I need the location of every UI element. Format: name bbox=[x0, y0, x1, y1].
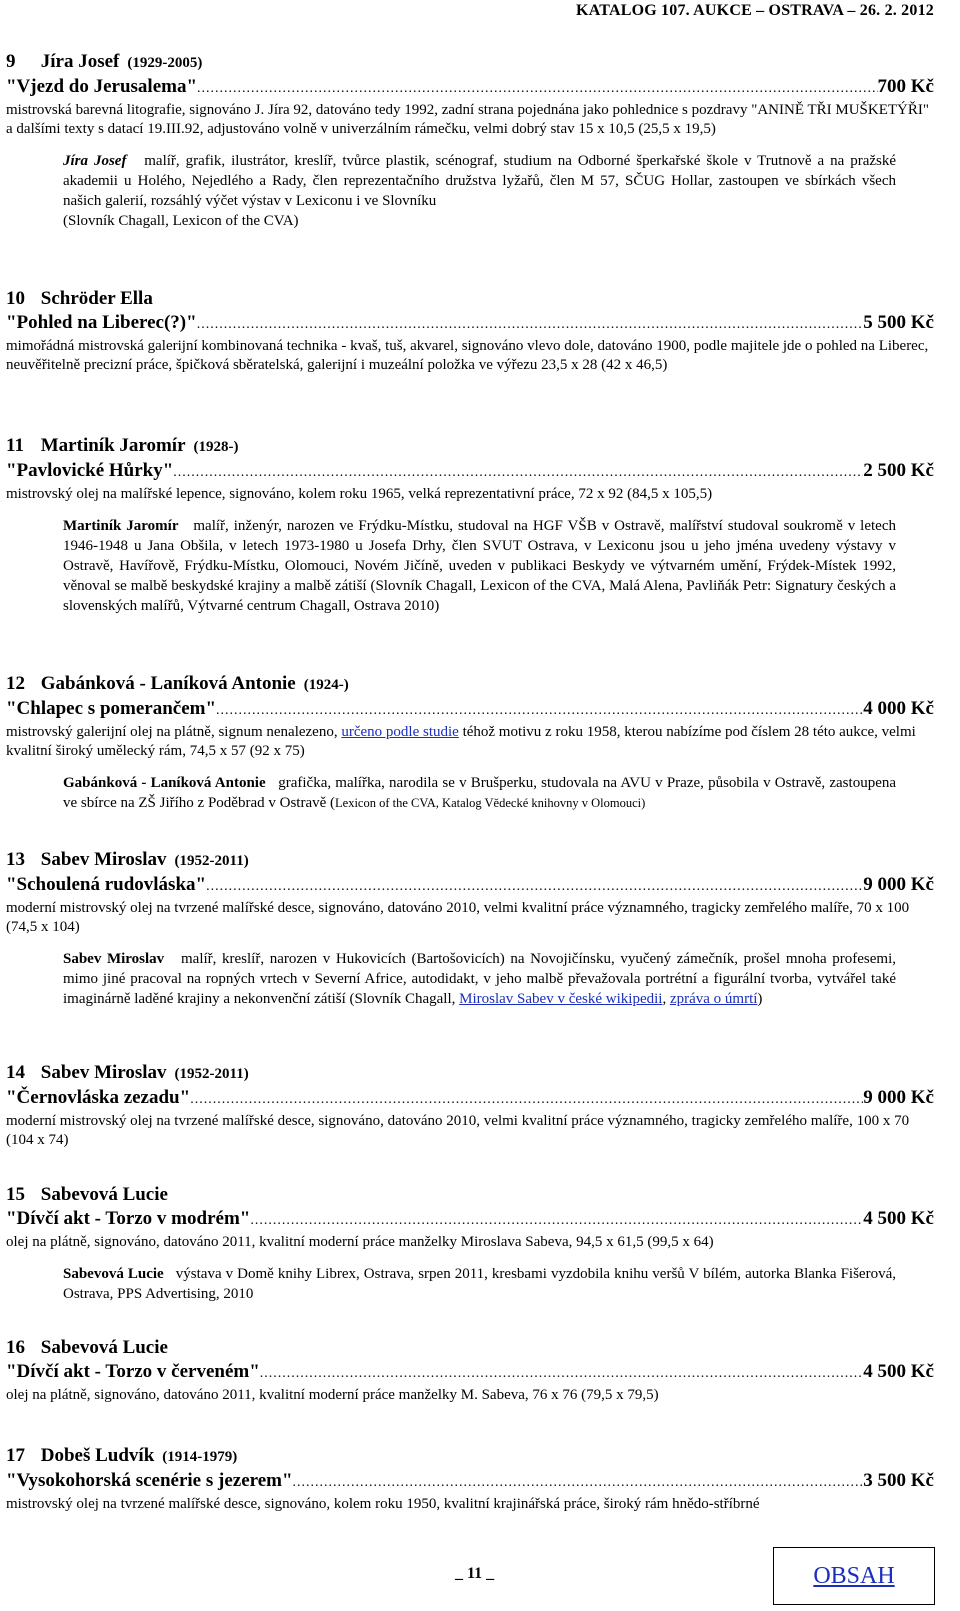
bio-name: Sabev Miroslav bbox=[63, 951, 165, 967]
dot-leader bbox=[197, 77, 878, 101]
lot-author: Sabev Miroslav bbox=[40, 1062, 167, 1083]
lot-title: "Pohled na Liberec(?)" bbox=[6, 312, 197, 333]
dot-leader bbox=[206, 875, 863, 899]
lot-description: mistrovský olej na tvrzené malířské desce, signováno, kolem roku 1950, kvalitní krajinářská práce, široký rám hnědo-stříbrné bbox=[6, 1496, 760, 1512]
lot-number: 11 bbox=[6, 435, 24, 456]
lot-years: (1952-2011) bbox=[174, 853, 249, 869]
dot-leader bbox=[260, 1362, 863, 1386]
bio-separator: , bbox=[662, 991, 670, 1007]
lot-number: 15 bbox=[6, 1184, 25, 1205]
toc-link[interactable]: OBSAH bbox=[813, 1562, 895, 1589]
lot-title-line bbox=[6, 311, 934, 337]
lot-heading bbox=[6, 1183, 934, 1207]
artist-bio bbox=[63, 949, 896, 1009]
dot-leader bbox=[293, 1471, 864, 1495]
lot-title-line bbox=[6, 1360, 934, 1386]
lot-number: 12 bbox=[6, 673, 25, 694]
lot-author: Dobeš Ludvík bbox=[40, 1445, 155, 1466]
lot-title: "Dívčí akt - Torzo v modrém" bbox=[6, 1208, 251, 1229]
bio-end: ) bbox=[757, 991, 763, 1007]
dot-leader bbox=[173, 461, 863, 485]
lot-heading bbox=[6, 434, 934, 459]
lot-number: 9 bbox=[6, 51, 16, 72]
lot-description: mimořádná mistrovská galerijní kombinovaná technika - kvaš, tuš, akvarel, signováno vlevo dole, datováno 1900, podle majitele jde o pohled na Liberec, neuvěřitelně precizní práce, špičková sběratelská, galerijní i muzeální položka ve výřezu 23,5 x 28 (42 x 46,5) bbox=[6, 338, 929, 373]
lot-14 bbox=[6, 1061, 934, 1150]
study-link[interactable]: určeno podle studie bbox=[341, 724, 459, 740]
lot-title: "Chlapec s pomerančem" bbox=[6, 698, 217, 719]
bio-name: Sabevová Lucie bbox=[63, 1266, 164, 1282]
lot-price: 9 000 Kč bbox=[863, 874, 934, 895]
bio-text: malíř, inženýr, narozen ve Frýdku-Místku, studoval na HGF VŠB v Ostravě, malířství studoval soukromě v letech 1946-1948 u Jana Obšila, v letech 1973-1980 u Josefa Drhy, člen SVUT Ostrava, v Lexiconu jsou u jeho jména uvedeny výstavy v Ostravě, Havířově, Frýdku-Místku, Olomouci, Novém Jičíně, uveden v publikaci Beskydy ve výtvarném umění, Frýdek-Místek 1992, věnoval se malbě beskydské krajiny a malbě zátiší (Slovník Chagall, Lexicon of the CVA, Malá Alena, Pavliňák Petr: Signatury českých a slovenských malířů, Výtvarné centrum Chagall, Ostrava 2010) bbox=[63, 518, 896, 614]
bio-text: malíř, grafik, ilustrátor, kreslíř, tvůrce plastik, scénograf, studium na Odborné šperkařské škole v Trutnově a na pražské akademii u Holého, Nejedlého a Rady, člen reprezentačního družstva lyžařů, člen M 57, SČUG Hollar, zastoupen ve sbírkách všech našich galerií, rozsáhlý výčet výstav v Lexiconu i ve Slovníku bbox=[63, 153, 897, 209]
lot-price: 9 000 Kč bbox=[863, 1087, 934, 1108]
bio-source: (Slovník Chagall, Lexicon of the CVA) bbox=[63, 213, 299, 229]
lot-title-line bbox=[6, 1207, 934, 1233]
lot-title: "Černovláska zezadu" bbox=[6, 1087, 191, 1108]
lot-13 bbox=[6, 848, 934, 1009]
lot-15 bbox=[6, 1183, 934, 1304]
lot-years: (1914-1979) bbox=[162, 1449, 238, 1465]
lot-11 bbox=[6, 434, 934, 616]
lot-description: olej na plátně, signováno, datováno 2011, kvalitní moderní práce manželky M. Sabeva, 76 x 76 (79,5 x 79,5) bbox=[6, 1387, 659, 1403]
lot-title-line bbox=[6, 1086, 934, 1112]
lot-title: "Schoulená rudovláska" bbox=[6, 874, 207, 895]
wikipedia-link[interactable]: Miroslav Sabev v české wikipedii bbox=[459, 991, 663, 1007]
lot-12 bbox=[6, 672, 934, 813]
artist-bio bbox=[63, 516, 896, 616]
dot-leader bbox=[250, 1209, 863, 1233]
lot-price: 5 500 Kč bbox=[863, 312, 934, 333]
lot-price: 2 500 Kč bbox=[863, 460, 934, 481]
lot-heading bbox=[6, 287, 934, 311]
lot-heading bbox=[6, 1444, 934, 1469]
lot-author: Schröder Ella bbox=[40, 288, 153, 309]
lot-title: "Vjezd do Jerusalema" bbox=[6, 76, 198, 97]
lot-17 bbox=[6, 1444, 934, 1514]
dot-leader bbox=[197, 313, 864, 337]
lot-author: Sabev Miroslav bbox=[40, 849, 167, 870]
obituary-link[interactable]: zpráva o úmrtí bbox=[669, 991, 758, 1007]
lot-title: "Dívčí akt - Torzo v červeném" bbox=[6, 1361, 260, 1382]
lot-16 bbox=[6, 1336, 934, 1405]
lot-description: olej na plátně, signováno, datováno 2011, kvalitní moderní práce manželky Miroslava Sabeva, 94,5 x 61,5 (99,5 x 64) bbox=[6, 1234, 714, 1250]
lot-author: Gabánková - Laníková Antonie bbox=[40, 673, 296, 694]
desc-part: mistrovský galerijní olej na plátně, signum nenalezeno, bbox=[6, 724, 342, 740]
lot-price: 700 Kč bbox=[877, 76, 934, 97]
lot-years: (1928-) bbox=[193, 439, 239, 455]
toc-box bbox=[773, 1547, 935, 1605]
lot-description: moderní mistrovský olej na tvrzené malířské desce, signováno, datováno 2010, velmi kvalitní práce významného, tragicky zemřelého malíře, 70 x 100 (74,5 x 104) bbox=[6, 900, 910, 935]
lot-years: (1929-2005) bbox=[127, 55, 203, 71]
bio-text: výstava v Domě knihy Librex, Ostrava, srpen 2011, kresbami vyzdobila knihu veršů V bílém, autorka Blanka Fišerová, Ostrava, PPS Advertising, 2010 bbox=[63, 1266, 896, 1302]
lot-title: "Pavlovické Hůrky" bbox=[6, 460, 174, 481]
lot-number: 16 bbox=[6, 1337, 25, 1358]
dot-leader bbox=[216, 699, 863, 723]
lot-title-line bbox=[6, 75, 934, 101]
catalog-header: KATALOG 107. AUKCE – OSTRAVA – 26. 2. 2012 bbox=[576, 2, 934, 19]
lot-author: Martiník Jaromír bbox=[40, 435, 186, 456]
lot-author: Sabevová Lucie bbox=[40, 1184, 168, 1205]
bio-text: malíř, kreslíř, narozen v Hukovicích (Bartošovicích) na Novojičínsku, vyučený zámečník, prošel mnoha profesemi, mimo jiné pracoval na ropných vrtech v Severní Africe, autodidakt, v jeho malbě převažovala portrétní a figurální tvorba, vytvářel také imaginárně laděné krajiny a nekonvenční zátiší (Slovník Chagall, bbox=[63, 951, 896, 1007]
lot-title-line bbox=[6, 697, 934, 723]
artist-bio bbox=[63, 773, 896, 813]
artist-bio bbox=[63, 1264, 896, 1304]
bio-name: Jíra Josef bbox=[63, 153, 127, 169]
lot-heading bbox=[6, 848, 934, 873]
lot-description: mistrovský olej na malířské lepence, signováno, kolem roku 1965, velká reprezentativní práce, 72 x 92 (84,5 x 105,5) bbox=[6, 486, 713, 502]
lot-title-line bbox=[6, 873, 934, 899]
lot-title: "Vysokohorská scenérie s jezerem" bbox=[6, 1470, 293, 1491]
lot-description: mistrovská barevná litografie, signováno J. Jíra 92, datováno tedy 1992, zadní strana pojednána jako pohlednice s pozdravy "ANINĚ TŘI MUŠKETÝŘI" a dalšími texty s datací 19.III.92, adjustováno volně v univerzálním rámečku, velmi dobrý stav 15 x 10,5 (25,5 x 19,5) bbox=[6, 102, 930, 137]
bio-source: Lexicon of the CVA, Katalog Vědecké knihovny v Olomouci) bbox=[335, 796, 646, 810]
lot-number: 13 bbox=[6, 849, 25, 870]
lot-title-line bbox=[6, 459, 934, 485]
lot-10 bbox=[6, 287, 934, 375]
lot-heading bbox=[6, 50, 934, 75]
lot-author: Sabevová Lucie bbox=[40, 1337, 168, 1358]
lot-price: 4 500 Kč bbox=[863, 1361, 934, 1382]
lot-years: (1924-) bbox=[303, 677, 349, 693]
lot-number: 14 bbox=[6, 1062, 25, 1083]
lot-9 bbox=[6, 50, 934, 231]
lot-price: 4 500 Kč bbox=[863, 1208, 934, 1229]
dot-leader bbox=[190, 1088, 863, 1112]
lot-title-line bbox=[6, 1469, 934, 1495]
page-number: _ 11 _ bbox=[455, 1565, 495, 1582]
lot-heading bbox=[6, 1336, 934, 1360]
lot-price: 4 000 Kč bbox=[863, 698, 934, 719]
bio-name: Martiník Jaromír bbox=[63, 518, 179, 534]
lot-number: 10 bbox=[6, 288, 25, 309]
bio-text: grafička, malířka, narodila se v Brušperku, studovala na AVU v Praze, působila v Ostravě, zastoupena ve sbírce na ZŠ Jiřího z Poděbrad v Ostravě ( bbox=[63, 775, 897, 811]
desc-part: téhož motivu z roku 1958, kterou nabízíme pod číslem 28 této aukce, velmi kvalitní široký umělecký rám, 74,5 x 57 (92 x 75) bbox=[6, 724, 916, 759]
lot-heading bbox=[6, 1061, 934, 1086]
lot-description bbox=[6, 723, 934, 761]
lot-description: moderní mistrovský olej na tvrzené malířské desce, signováno, datováno 2010, velmi kvalitní práce významného, tragicky zemřelého malíře, 100 x 70 (104 x 74) bbox=[6, 1113, 910, 1148]
lot-years: (1952-2011) bbox=[174, 1066, 249, 1082]
lot-author: Jíra Josef bbox=[40, 51, 120, 72]
artist-bio bbox=[63, 151, 896, 231]
lot-number: 17 bbox=[6, 1445, 25, 1466]
lot-heading bbox=[6, 672, 934, 697]
lot-price: 3 500 Kč bbox=[863, 1470, 934, 1491]
bio-name: Gabánková - Laníková Antonie bbox=[63, 775, 266, 791]
